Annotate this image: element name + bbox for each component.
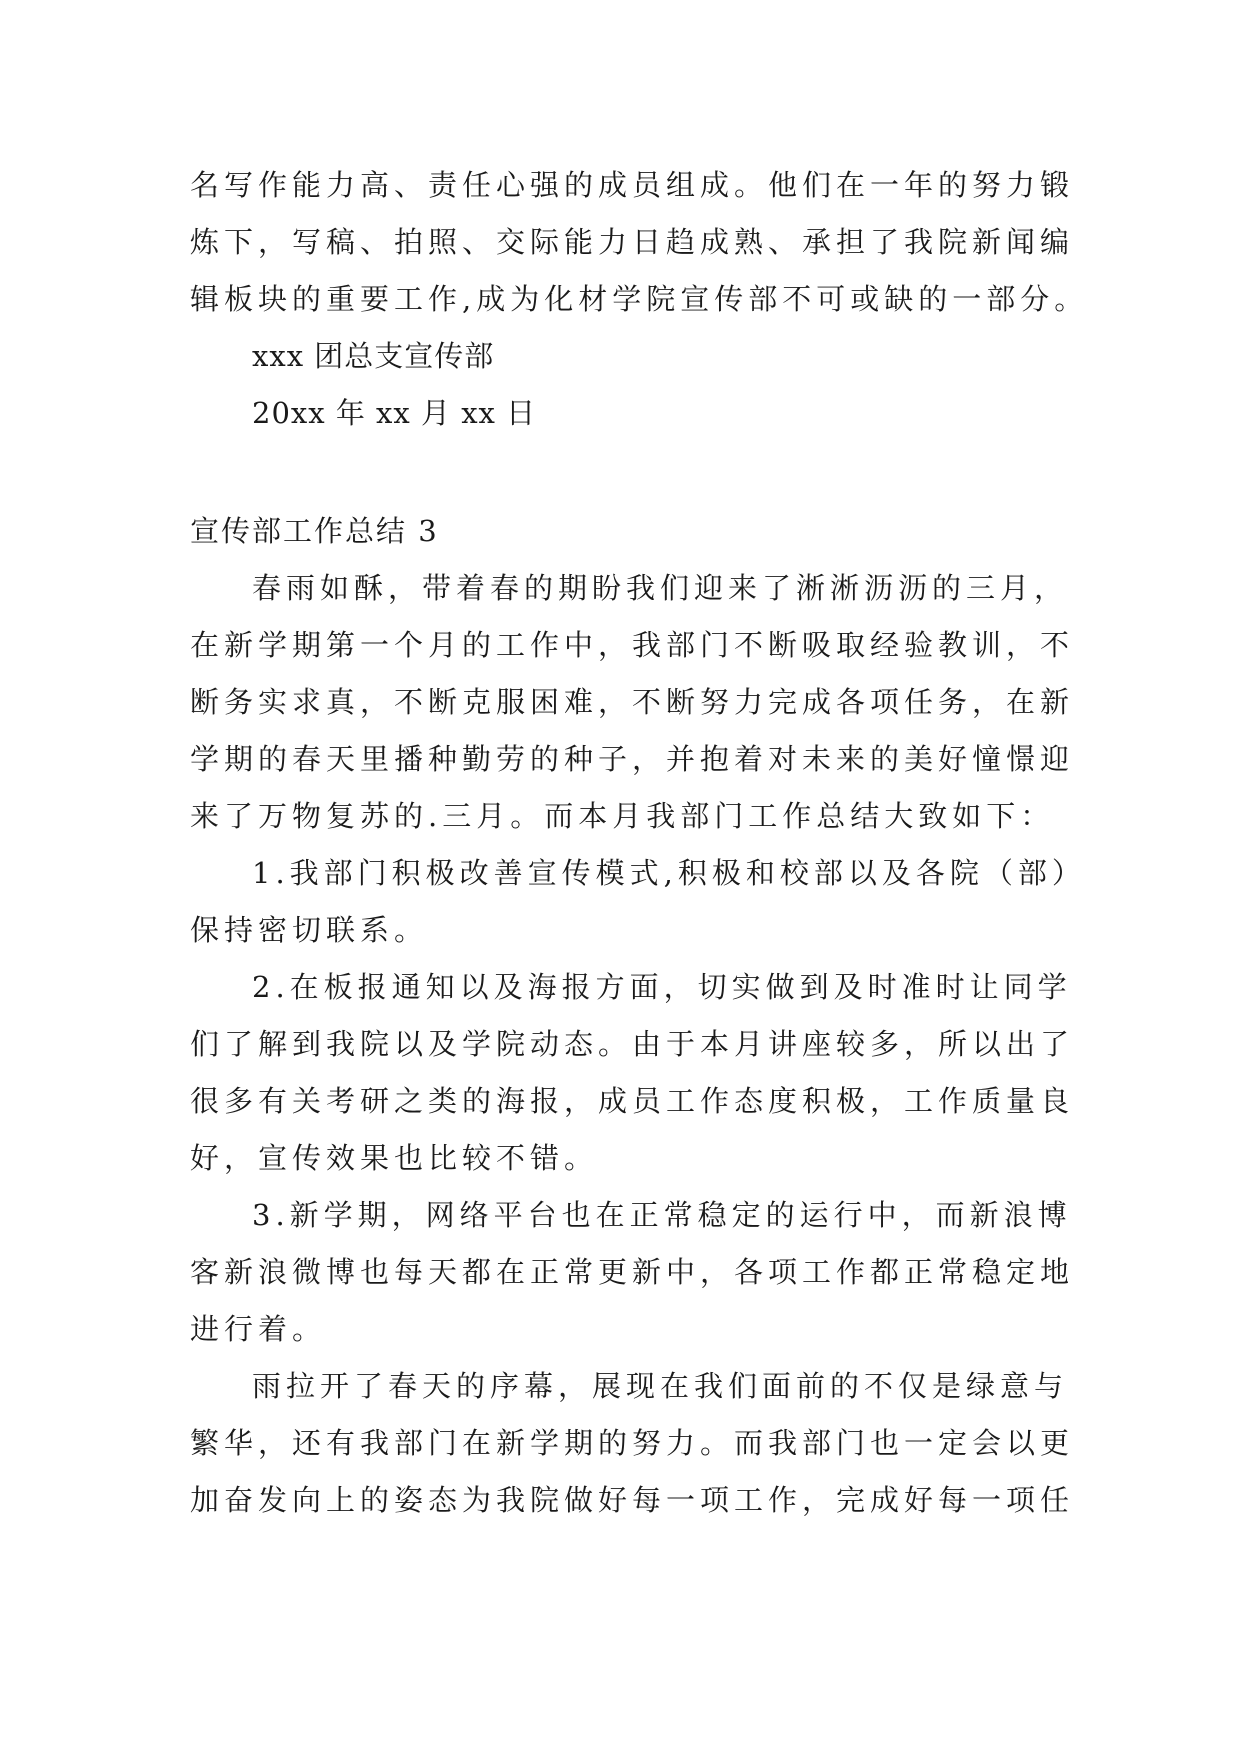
signature-date: 20xx 年 xx 月 xx 日 [252,396,537,430]
paragraph-line: 繁华，还有我部门在新学期的努力。而我部门也一定会以更 [190,1426,1075,1460]
list-item-1: 1.我部门积极改善宣传模式,积极和校部以及各院（部） [252,856,1086,890]
list-item-3-cont: 进行着。 [190,1312,327,1346]
paragraph-line: 炼下，写稿、拍照、交际能力日趋成熟、承担了我院新闻编 [190,225,1075,259]
paragraph-line: 在新学期第一个月的工作中，我部门不断吸取经验教训，不 [190,628,1075,662]
signature-org: xxx 团总支宣传部 [252,339,495,373]
paragraph-line: 来了万物复苏的.三月。而本月我部门工作总结大致如下： [190,799,1055,833]
list-item-2-cont: 好，宣传效果也比较不错。 [190,1141,599,1175]
paragraph-line: 断务实求真，不断克服困难，不断努力完成各项任务，在新 [190,685,1075,719]
paragraph-line: 名写作能力高、责任心强的成员组成。他们在一年的努力锻 [190,168,1075,202]
list-item-2-cont: 们了解到我院以及学院动态。由于本月讲座较多，所以出了 [190,1027,1075,1061]
paragraph-line: 春雨如酥，带着春的期盼我们迎来了淅淅沥沥的三月， [252,571,1069,605]
paragraph-line: 加奋发向上的姿态为我院做好每一项工作，完成好每一项任 [190,1483,1075,1517]
list-item-3-cont: 客新浪微博也每天都在正常更新中，各项工作都正常稳定地 [190,1255,1075,1289]
list-item-2-cont: 很多有关考研之类的海报，成员工作态度积极，工作质量良 [190,1084,1075,1118]
list-item-3: 3.新学期，网络平台也在正常稳定的运行中，而新浪博 [252,1198,1072,1232]
list-item-2: 2.在板报通知以及海报方面，切实做到及时准时让同学 [252,970,1072,1004]
list-item-1-cont: 保持密切联系。 [190,913,429,947]
paragraph-line: 学期的春天里播种勤劳的种子，并抱着对未来的美好憧憬迎 [190,742,1075,776]
paragraph-line: 雨拉开了春天的序幕，展现在我们面前的不仅是绿意与 [252,1369,1069,1403]
paragraph-line: 辑板块的重要工作,成为化材学院宣传部不可或缺的一部分。 [190,282,1089,316]
section-title: 宣传部工作总结 3 [190,514,439,548]
